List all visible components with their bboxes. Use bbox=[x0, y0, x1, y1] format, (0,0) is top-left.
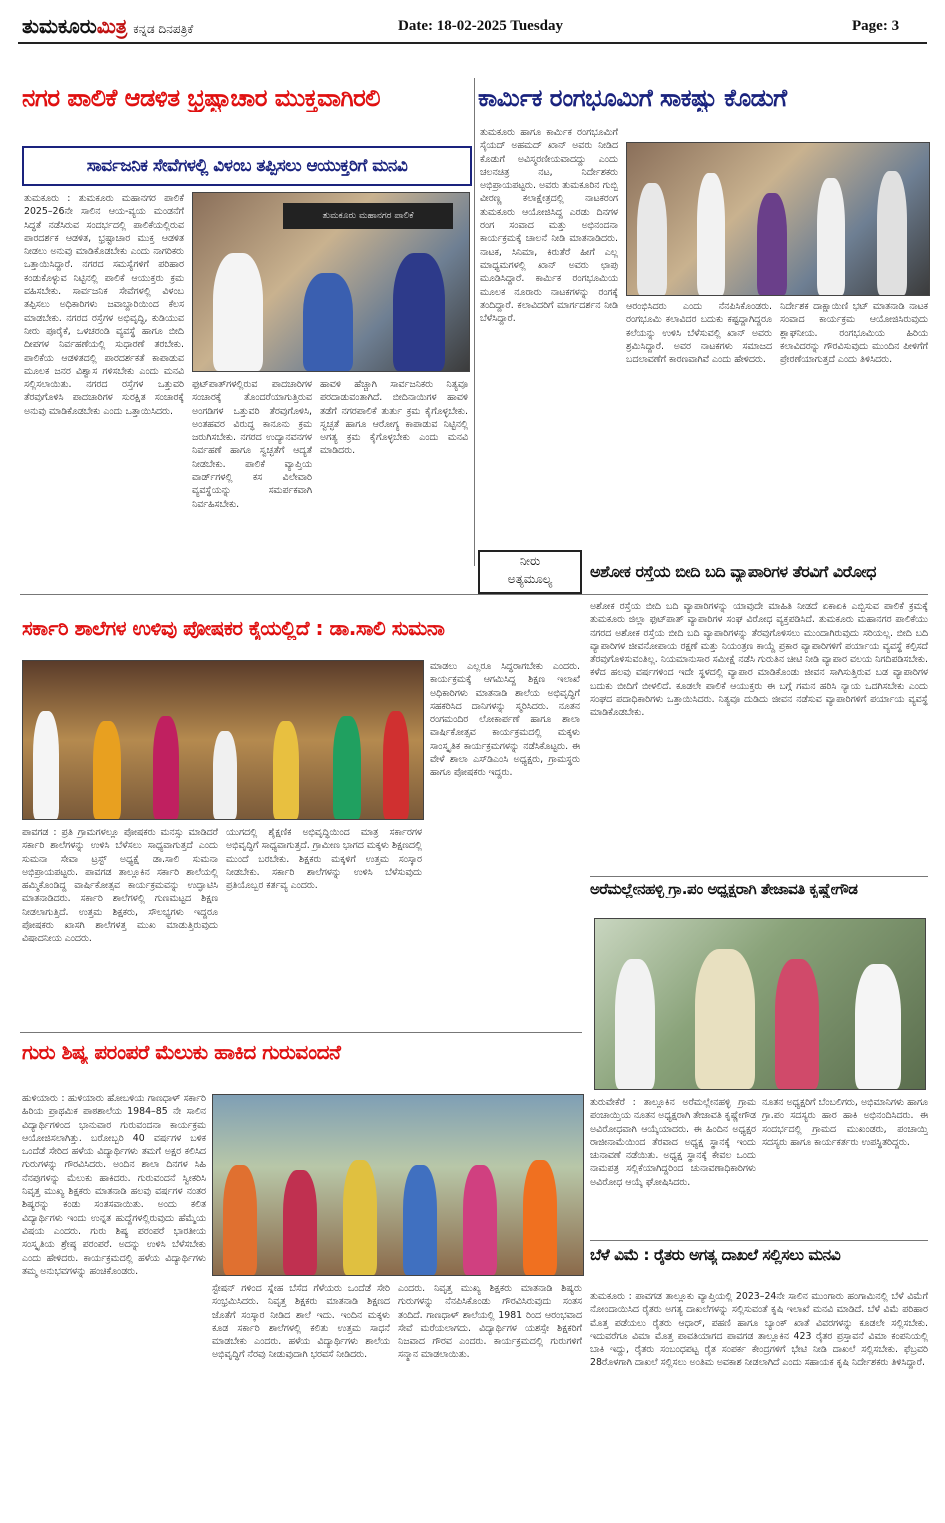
article-municipal-col3: ಹಾವಳಿ ಹೆಚ್ಚಾಗಿ ಸಾರ್ವಜನಿಕರು ನಿತ್ಯವೂ ಪರದಾಡುವಂತಾಗಿದೆ. ಬೀದಿನಾಯಿಗಳ ಹಾವಳಿ ತಡೆಗೆ ನಗರಪಾಲಿಕೆ ತುರ್ತು ಕ್ರಮ ಕೈಗೊಳ್ಳಬೇಕು. ಸ್ವಚ್ಛತೆ ಹಾಗೂ ಆರೋಗ್ಯ ಕಾಪಾಡುವ ನಿಟ್ಟಿನಲ್ಲಿ ಅಗತ್ಯ ಕ್ರಮ ಕೈಗೊಳ್ಳಬೇಕು ಎಂದು ಮನವಿ ಮಾಡಿದರು. bbox=[320, 379, 468, 457]
person-figure bbox=[775, 959, 819, 1089]
headline-labour-theatre: ಕಾರ್ಮಿಕ ರಂಗಭೂಮಿಗೆ ಸಾಕಷ್ಟು ಕೊಡುಗೆ bbox=[478, 84, 787, 112]
headline-govt-schools: ಸರ್ಕಾರಿ ಶಾಲೆಗಳ ಉಳಿವು ಪೋಷಕರ ಕೈಯಲ್ಲಿದೆ : ಡಾ.ಸಾಲಿ ಸುಮನಾ bbox=[22, 616, 445, 640]
person-figure bbox=[877, 171, 907, 295]
article-theatre-col2: ಆರಂಭಿಸಿದರು ಎಂದು ನೆನಪಿಸಿಕೊಂಡರು. ರಂಗಭೂಮಿ ಕಲಾವಿದರ ಬದುಕು ಕಷ್ಟದ್ದಾಗಿದ್ದರೂ ಕಲೆಯನ್ನು ಉಳಿಸಿ ಬೆಳೆಸುವಲ್ಲಿ ಖಾನ್ ಅವರು ಶ್ರಮಿಸಿದ್ದಾರೆ. ಅವರ ನಾಟಕಗಳು ಸಮಾಜದ ಬದಲಾವಣೆಗೆ ಕಾರಣವಾಗಿವೆ ಎಂದು ಹೇಳಿದರು. bbox=[626, 301, 772, 366]
person-figure bbox=[333, 716, 361, 819]
photo-theatre-event bbox=[626, 142, 930, 296]
person-figure bbox=[615, 959, 655, 1089]
page-number: Page: 3 bbox=[852, 18, 900, 34]
person-figure bbox=[273, 721, 299, 819]
section-divider bbox=[20, 594, 928, 595]
water-slogan-line2: ಅತ್ಯಮೂಲ್ಯ bbox=[507, 572, 553, 586]
article-panchayat-col1: ತುರುವೇಕೆರೆ : ತಾಲ್ಲೂಕಿನ ಅರೆಮಲ್ಲೇನಹಳ್ಳಿ ಗ್ರಾಮ ಪಂಚಾಯ್ತಿಯ ನೂತನ ಅಧ್ಯಕ್ಷರಾಗಿ ತೇಜಾವತಿ ಕೃಷ್ಣೇಗೌಡ ಅವಿರೋಧವಾಗಿ ಆಯ್ಕೆಯಾದರು. ಈ ಹಿಂದಿನ ಅಧ್ಯಕ್ಷರ ರಾಜೀನಾಮೆಯಿಂದ ತೆರವಾದ ಅಧ್ಯಕ್ಷ ಸ್ಥಾನಕ್ಕೆ ಇಂದು ಚುನಾವಣೆ ನಡೆಯಿತು. ಅಧ್ಯಕ್ಷ ಸ್ಥಾನಕ್ಕೆ ಕೇವಲ ಒಂದು ನಾಮಪತ್ರ ಸಲ್ಲಿಕೆಯಾಗಿದ್ದರಿಂದ ಚುನಾವಣಾಧಿಕಾರಿಗಳು ಅವಿರೋಧ ಆಯ್ಕೆ ಘೋಷಿಸಿದರು. bbox=[590, 1097, 756, 1188]
article-schools-col2: ಯುಗದಲ್ಲಿ ಶೈಕ್ಷಣಿಕ ಅಭಿವೃದ್ಧಿಯಿಂದ ಮಾತ್ರ ಸರ್ಕಾರಗಳ ಅಭಿವೃದ್ಧಿಗೆ ಸಾಧ್ಯವಾಗುತ್ತದೆ. ಗ್ರಾಮೀಣ ಭಾಗದ ಮಕ್ಕಳು ಶಿಕ್ಷಣದಲ್ಲಿ ಮುಂದೆ ಬರಬೇಕು. ಶಿಕ್ಷಕರು ಮಕ್ಕಳಿಗೆ ಉತ್ತಮ ಸಂಸ್ಕಾರ ನೀಡಬೇಕು. ಸರ್ಕಾರಿ ಶಾಲೆಗಳನ್ನು ಉಳಿಸಿ ಬೆಳೆಸುವುದು ಪ್ರತಿಯೊಬ್ಬರ ಕರ್ತವ್ಯ ಎಂದರು. bbox=[226, 827, 422, 892]
person-figure bbox=[637, 183, 667, 295]
photo-school-event bbox=[22, 660, 424, 820]
headline-public-services: ಸಾರ್ವಜನಿಕ ಸೇವೆಗಳಲ್ಲಿ ವಿಳಂಬ ತಪ್ಪಿಸಲು ಆಯುಕ್ತರಿಗೆ ಮನವಿ bbox=[22, 146, 472, 186]
section-divider bbox=[20, 1032, 582, 1033]
photo-guru-vandane bbox=[212, 1094, 584, 1276]
article-crop-insurance: ತುಮಕೂರು : ಪಾವಗಡ ತಾಲ್ಲೂಕು ವ್ಯಾಪ್ತಿಯಲ್ಲಿ 2023–24ನೇ ಸಾಲಿನ ಮುಂಗಾರು ಹಂಗಾಮಿನಲ್ಲಿ ಬೆಳೆ ವಿಮೆಗೆ ನೋಂದಾಯಿಸಿದ ರೈತರು ಅಗತ್ಯ ದಾಖಲೆಗಳನ್ನು ಸಲ್ಲಿಸುವಂತೆ ಕೃಷಿ ಇಲಾಖೆ ಮನವಿ ಮಾಡಿದೆ. ಬೆಳೆ ವಿಮೆ ಪರಿಹಾರ ಮೊತ್ತ ಪಡೆಯಲು ರೈತರು ಆಧಾರ್, ಪಹಣಿ ಹಾಗೂ ಬ್ಯಾಂಕ್ ಖಾತೆ ವಿವರಗಳನ್ನು ಕೂಡಲೇ ಸಲ್ಲಿಸಬೇಕು. ಇದುವರೆಗೂ ವಿಮಾ ಮೊತ್ತ ಪಾವತಿಯಾಗದ ಪಾವಗಡ ತಾಲ್ಲೂಕಿನ 423 ರೈತರ ಪ್ರಸ್ತಾವನೆ ವಿಮಾ ಕಂಪನಿಯಲ್ಲಿ ಬಾಕಿ ಇದ್ದು, ರೈತರು ಸಂಬಂಧಪಟ್ಟ ರೈತ ಸಂಪರ್ಕ ಕೇಂದ್ರಗಳಿಗೆ ಭೇಟಿ ನೀಡಿ ದಾಖಲೆ ಸಲ್ಲಿಸಬೇಕು. ಫೆಬ್ರವರಿ 28ರೊಳಗಾಗಿ ದಾಖಲೆ ಸಲ್ಲಿಸಲು ಅಂತಿಮ ಅವಕಾಶ ನೀಡಲಾಗಿದೆ ಎಂದು ಸಹಾಯಕ ಕೃಷಿ ನಿರ್ದೇಶಕರು ತಿಳಿಸಿದ್ದಾರೆ. bbox=[590, 1291, 928, 1369]
person-figure bbox=[343, 1160, 377, 1275]
brand-left: ತುಮಕೂರು bbox=[22, 14, 97, 38]
article-vendors: ಅಶೋಕ ರಸ್ತೆಯ ಬೀದಿ ಬದಿ ವ್ಯಾಪಾರಿಗಳನ್ನು ಯಾವುದೇ ಮಾಹಿತಿ ನೀಡದೆ ಏಕಾಏಕಿ ಎಬ್ಬಿಸುವ ಪಾಲಿಕೆ ಕ್ರಮಕ್ಕೆ ತುಮಕೂರು ಜಿಲ್ಲಾ ಫುಟ್‌ಪಾತ್ ವ್ಯಾಪಾರಿಗಳ ಸಂಘ ವಿರೋಧ ವ್ಯಕ್ತಪಡಿಸಿದೆ. ತುಮಕೂರು ಮಹಾನಗರ ಪಾಲಿಕೆಯು ನಗರದ ಅಶೋಕ ರಸ್ತೆಯ ಬೀದಿ ಬದಿ ವ್ಯಾಪಾರಿಗಳನ್ನು ತೆರವುಗೊಳಿಸಲು ಮುಂದಾಗಿರುವುದು ಸರಿಯಲ್ಲ. ಬೀದಿ ಬದಿ ವ್ಯಾಪಾರಿಗಳ ಜೀವನೋಪಾಯ ರಕ್ಷಣೆ ಮತ್ತು ನಿಯಂತ್ರಣ ಕಾಯ್ದೆ ಪ್ರಕಾರ ವ್ಯಾಪಾರಿಗಳಿಗೆ ಪರ್ಯಾಯ ವ್ಯವಸ್ಥೆ ಕಲ್ಪಿಸದೆ ತೆರವುಗೊಳಿಸುವಂತಿಲ್ಲ. ನಿಯಮಾನುಸಾರ ಸಮೀಕ್ಷೆ ನಡೆಸಿ ಗುರುತಿನ ಚೀಟಿ ನೀಡಿ ವ್ಯಾಪಾರ ವಲಯ ನಿಗದಿಪಡಿಸಬೇಕು. ಕಳೆದ ಹಲವು ವರ್ಷಗಳಿಂದ ಇದೇ ಸ್ಥಳದಲ್ಲಿ ವ್ಯಾಪಾರ ಮಾಡಿಕೊಂಡು ಜೀವನ ಸಾಗಿಸುತ್ತಿರುವ ಬಡ ವ್ಯಾಪಾರಿಗಳ ಬದುಕು ಬೀದಿಗೆ ಬೀಳಲಿದೆ. ಕೂಡಲೇ ಪಾಲಿಕೆ ಆಯುಕ್ತರು ಈ ಬಗ್ಗೆ ಗಮನ ಹರಿಸಿ ನ್ಯಾಯ ಒದಗಿಸಬೇಕು ಎಂದು ಸಂಘದ ಪದಾಧಿಕಾರಿಗಳು ಒತ್ತಾಯಿಸಿದರು. ನಿತ್ಯವೂ ದುಡಿದು ಜೀವನ ನಡೆಸುವ ವ್ಯಾಪಾರಿಗಳಿಗೆ ಪರ್ಯಾಯ ವ್ಯವಸ್ಥೆ ಮಾಡಿಕೊಡಬೇಕು. bbox=[590, 601, 928, 719]
person-figure bbox=[283, 1170, 317, 1275]
brand-right: ಮಿತ್ರ bbox=[96, 14, 128, 38]
headline-guru-vandane: ಗುರು ಶಿಷ್ಯ ಪರಂಪರೆ ಮೆಲುಕು ಹಾಕಿದ ಗುರುವಂದನೆ bbox=[22, 1040, 341, 1064]
person-figure bbox=[463, 1165, 497, 1275]
person-figure bbox=[213, 731, 237, 819]
article-schools-col3: ಮಾಡಲು ಎಲ್ಲರೂ ಸಿದ್ಧರಾಗಬೇಕು ಎಂದರು. ಕಾರ್ಯಕ್ರಮಕ್ಕೆ ಆಗಮಿಸಿದ್ದ ಶಿಕ್ಷಣ ಇಲಾಖೆ ಅಧಿಕಾರಿಗಳು ಮಾತನಾಡಿ ಶಾಲೆಯ ಅಭಿವೃದ್ಧಿಗೆ ಸಹಕರಿಸಿದ ದಾನಿಗಳನ್ನು ಸ್ಮರಿಸಿದರು. ನೂತನ ರಂಗಮಂದಿರ ಲೋಕಾರ್ಪಣೆ ಹಾಗೂ ಶಾಲಾ ವಾರ್ಷಿಕೋತ್ಸವ ಕಾರ್ಯಕ್ರಮದಲ್ಲಿ ಮಕ್ಕಳು ಸಾಂಸ್ಕೃತಿಕ ಕಾರ್ಯಕ್ರಮಗಳನ್ನು ನಡೆಸಿಕೊಟ್ಟರು. ಈ ವೇಳೆ ಶಾಲಾ ಎಸ್‌ಡಿಎಂಸಿ ಅಧ್ಯಕ್ಷರು, ಗ್ರಾಮಸ್ಥರು ಹಾಗೂ ಪೋಷಕರು ಇದ್ದರು. bbox=[430, 661, 580, 779]
column-divider bbox=[474, 78, 475, 566]
article-guru-col1: ಹುಳಿಯಾರು : ಹುಳಿಯಾರು ಹೋಬಳಿಯ ಗಾಣಧಾಳ್ ಸರ್ಕಾರಿ ಹಿರಿಯ ಪ್ರಾಥಮಿಕ ಪಾಠಶಾಲೆಯ 1984–85 ನೇ ಸಾಲಿನ ವಿದ್ಯಾರ್ಥಿಗಳಿಂದ ಭಾನುವಾರ ಗುರುವಂದನಾ ಕಾರ್ಯಕ್ರಮ ಆಯೋಜಿಸಲಾಗಿತ್ತು. ಬರೋಬ್ಬರಿ 40 ವರ್ಷಗಳ ಬಳಿಕ ಒಂದೆಡೆ ಸೇರಿದ ಹಳೆಯ ವಿದ್ಯಾರ್ಥಿಗಳು ತಮಗೆ ಅಕ್ಷರ ಕಲಿಸಿದ ಗುರುಗಳನ್ನು ಗೌರವಿಸಿದರು. ಅಂದಿನ ಶಾಲಾ ದಿನಗಳ ಸಿಹಿ ನೆನಪುಗಳನ್ನು ಮೆಲುಕು ಹಾಕಿದರು. ಗುರುವಂದನೆ ಸ್ವೀಕರಿಸಿ ನಿವೃತ್ತ ಮುಖ್ಯ ಶಿಕ್ಷಕರು ಮಾತನಾಡಿ ಹಲವು ವರ್ಷಗಳ ನಂತರ ಶಿಷ್ಯರನ್ನು ಕಂಡು ಸಂತಸವಾಯಿತು. ಅಂದು ಕಲಿತ ವಿದ್ಯಾರ್ಥಿಗಳು ಇಂದು ಉನ್ನತ ಹುದ್ದೆಗಳಲ್ಲಿರುವುದು ಹೆಮ್ಮೆಯ ವಿಷಯ ಎಂದರು. ಗುರು ಶಿಷ್ಯ ಪರಂಪರೆ ಭಾರತೀಯ ಸಂಸ್ಕೃತಿಯ ಶ್ರೇಷ್ಠ ಪರಂಪರೆ. ಅದನ್ನು ಉಳಿಸಿ ಬೆಳೆಸಬೇಕು ಎಂದು ಹೇಳಿದರು. ಕಾರ್ಯಕ್ರಮದಲ್ಲಿ ಹಳೆಯ ವಿದ್ಯಾರ್ಥಿಗಳು ತಮ್ಮ ಅನುಭವಗಳನ್ನು ಹಂಚಿಕೊಂಡರು. bbox=[22, 1093, 206, 1277]
article-municipal-col2: ಫುಟ್‌ಪಾತ್‌ಗಳಲ್ಲಿರುವ ಪಾದಚಾರಿಗಳ ಸಂಚಾರಕ್ಕೆ ತೊಂದರೆಯಾಗುತ್ತಿರುವ ಅಂಗಡಿಗಳ ಒತ್ತುವರಿ ತೆರವುಗೊಳಿಸಿ, ಅಂತಹವರ ವಿರುದ್ಧ ಕಾನೂನು ಕ್ರಮ ಜರುಗಿಸಬೇಕು. ನಗರದ ಉದ್ಯಾನವನಗಳ ನಿರ್ವಹಣೆ ಹಾಗೂ ಸ್ವಚ್ಛತೆಗೆ ಆದ್ಯತೆ ನೀಡಬೇಕು. ಪಾಲಿಕೆ ವ್ಯಾಪ್ತಿಯ ವಾರ್ಡ್‌ಗಳಲ್ಲಿ ಕಸ ವಿಲೇವಾರಿ ವ್ಯವಸ್ಥೆಯನ್ನು ಸಮರ್ಪಕವಾಗಿ ನಿರ್ವಹಿಸಬೇಕು. bbox=[192, 379, 312, 510]
person-figure bbox=[757, 193, 787, 295]
headline-street-vendors: ಅಶೋಕ ರಸ್ತೆಯ ಬೀದಿ ಬದಿ ವ್ಯಾಪಾರಿಗಳ ತೆರವಿಗೆ ವಿರೋಧ bbox=[590, 562, 876, 581]
photo-panchayat-felicitation bbox=[594, 918, 926, 1090]
person-figure bbox=[33, 711, 59, 819]
person-figure bbox=[213, 253, 263, 371]
headline-crop-insurance: ಬೆಳೆ ವಿಮೆ : ರೈತರು ಅಗತ್ಯ ದಾಖಲೆ ಸಲ್ಲಿಸಲು ಮನವಿ bbox=[590, 1246, 841, 1264]
article-municipal-col1: ತುಮಕೂರು : ತುಮಕೂರು ಮಹಾನಗರ ಪಾಲಿಕೆ 2025–26ನೇ ಸಾಲಿನ ಆಯ-ವ್ಯಯ ಮಂಡನೆಗೆ ಸಿದ್ಧತೆ ನಡೆಸಿರುವ ಸಂದರ್ಭದಲ್ಲಿ ಪಾಲಿಕೆಯಲ್ಲಿರುವ ಪಾರದರ್ಶಕ ಆಡಳಿತ, ಭ್ರಷ್ಟಾಚಾರ ಮುಕ್ತ ಆಡಳಿತ ನೀಡಲು ಅನುವು ಮಾಡಿಕೊಡಬೇಕು ಎಂದು ನಾಗರಿಕರು ಒತ್ತಾಯಿಸಿದ್ದಾರೆ. ನಗರದ ಸಮಸ್ಯೆಗಳಿಗೆ ಪರಿಹಾರ ಕಂಡುಕೊಳ್ಳುವ ನಿಟ್ಟಿನಲ್ಲಿ ಪಾಲಿಕೆ ಆಯುಕ್ತರು ಕ್ರಮ ವಹಿಸಬೇಕು. ಸಾರ್ವಜನಿಕ ಸೇವೆಗಳಲ್ಲಿ ವಿಳಂಬ ತಪ್ಪಿಸಲು ಅಧಿಕಾರಿಗಳು ಜವಾಬ್ದಾರಿಯಿಂದ ಕೆಲಸ ಮಾಡಬೇಕು. ನಗರದ ರಸ್ತೆಗಳ ಅಭಿವೃದ್ಧಿ, ಕುಡಿಯುವ ನೀರು ಪೂರೈಕೆ, ಒಳಚರಂಡಿ ವ್ಯವಸ್ಥೆ ಹಾಗೂ ಬೀದಿ ದೀಪಗಳ ನಿರ್ವಹಣೆಯಲ್ಲಿ ಸುಧಾರಣೆ ತರಬೇಕು. ಪಾಲಿಕೆಯ ಆಡಳಿತದಲ್ಲಿ ಪಾರದರ್ಶಕತೆ ಕಾಪಾಡುವ ಮೂಲಕ ಜನರ ವಿಶ್ವಾಸ ಗಳಿಸಬೇಕು ಎಂದು ಮನವಿ ಸಲ್ಲಿಸಲಾಯಿತು. ನಗರದ ರಸ್ತೆಗಳ ಒತ್ತುವರಿ ತೆರವುಗೊಳಿಸಿ ಪಾದಚಾರಿಗಳ ಸುರಕ್ಷಿತ ಸಂಚಾರಕ್ಕೆ ಅನುವು ಮಾಡಿಕೊಡಬೇಕು ಎಂದು ಒತ್ತಾಯಿಸಿದರು. bbox=[24, 193, 184, 417]
article-panchayat-col2: ನೂತನ ಅಧ್ಯಕ್ಷರಿಗೆ ಬೆಂಬಲಿಗರು, ಅಭಿಮಾನಿಗಳು ಹಾಗೂ ಗ್ರಾ.ಪಂ ಸದಸ್ಯರು ಹಾರ ಹಾಕಿ ಅಭಿನಂದಿಸಿದರು. ಈ ಸಂದರ್ಭದಲ್ಲಿ ಗ್ರಾಮದ ಮುಖಂಡರು, ಪಂಚಾಯ್ತಿ ಸದಸ್ಯರು ಹಾಗೂ ಕಾರ್ಯಕರ್ತರು ಉಪಸ್ಥಿತರಿದ್ದರು. bbox=[762, 1097, 928, 1148]
section-divider bbox=[590, 876, 928, 877]
person-figure bbox=[93, 721, 121, 819]
headline-panchayat-president: ಅರೆಮಲ್ಲೇನಹಳ್ಳಿ ಗ್ರಾ.ಪಂ ಅಧ್ಯಕ್ಷರಾಗಿ ತೇಜಾವತಿ ಕೃಷ್ಣೇಗೌಡ bbox=[590, 880, 858, 898]
person-figure bbox=[153, 716, 179, 819]
masthead-rule bbox=[18, 42, 927, 44]
person-figure bbox=[303, 273, 353, 371]
garland-figure bbox=[695, 949, 755, 1089]
person-figure bbox=[697, 173, 725, 295]
water-slogan-box bbox=[478, 550, 582, 594]
person-figure bbox=[817, 178, 845, 295]
office-sign: ತುಮಕೂರು ಮಹಾನಗರ ಪಾಲಿಕೆ bbox=[283, 203, 453, 229]
masthead-brand bbox=[22, 14, 193, 38]
person-figure bbox=[523, 1160, 557, 1275]
person-figure bbox=[393, 253, 445, 371]
brand-subtitle: ಕನ್ನಡ ದಿನಪತ್ರಿಕೆ bbox=[133, 22, 194, 36]
article-schools-col1: ಪಾವಗಡ : ಪ್ರತಿ ಗ್ರಾಮಗಳಲ್ಲೂ ಪೋಷಕರು ಮನಸ್ಸು ಮಾಡಿದರೆ ಸರ್ಕಾರಿ ಶಾಲೆಗಳನ್ನು ಉಳಿಸಿ ಬೆಳೆಸಲು ಸಾಧ್ಯವಾಗುತ್ತದೆ ಎಂದು ಸುಮನಾ ಸೇವಾ ಟ್ರಸ್ಟ್ ಅಧ್ಯಕ್ಷೆ ಡಾ.ಸಾಲಿ ಸುಮನಾ ಅಭಿಪ್ರಾಯಪಟ್ಟರು. ಪಾವಗಡ ತಾಲ್ಲೂಕಿನ ಸರ್ಕಾರಿ ಶಾಲೆಯಲ್ಲಿ ಹಮ್ಮಿಕೊಂಡಿದ್ದ ವಾರ್ಷಿಕೋತ್ಸವ ಕಾರ್ಯಕ್ರಮವನ್ನು ಉದ್ಘಾಟಿಸಿ ಮಾತನಾಡಿದರು. ಸರ್ಕಾರಿ ಶಾಲೆಗಳಲ್ಲಿ ಗುಣಮಟ್ಟದ ಶಿಕ್ಷಣ ನೀಡಲಾಗುತ್ತಿದೆ. ಉತ್ತಮ ಶಿಕ್ಷಕರು, ಸೌಲಭ್ಯಗಳು ಇದ್ದರೂ ಪೋಷಕರು ಖಾಸಗಿ ಶಾಲೆಗಳತ್ತ ಮುಖ ಮಾಡುತ್ತಿರುವುದು ವಿಷಾದನೀಯ ಎಂದರು. bbox=[22, 827, 218, 945]
issue-date: Date: 18-02-2025 Tuesday bbox=[398, 18, 564, 34]
section-divider bbox=[590, 1240, 928, 1241]
article-theatre-col1: ತುಮಕೂರು ಹಾಗೂ ಕಾರ್ಮಿಕ ರಂಗಭೂಮಿಗೆ ಸೈಯದ್ ಅಹಮದ್ ಖಾನ್ ಅವರು ನೀಡಿದ ಕೊಡುಗೆ ಅವಿಸ್ಮರಣೀಯವಾದದ್ದು ಎಂದು ಚಲನಚಿತ್ರ ನಟ, ನಿರ್ದೇಶಕರು ಅಭಿಪ್ರಾಯಪಟ್ಟರು. ಅವರು ತುಮಕೂರಿನ ಗುಬ್ಬಿ ವೀರಣ್ಣ ಕಲಾಕ್ಷೇತ್ರದಲ್ಲಿ ನಾಟಕರಂಗ ತುಮಕೂರು ಆಯೋಜಿಸಿದ್ದ ಎರಡು ದಿನಗಳ ರಂಗ ಸಂವಾದ ಮತ್ತು ಅಭಿನಂದನಾ ಕಾರ್ಯಕ್ರಮಕ್ಕೆ ಚಾಲನೆ ನೀಡಿ ಮಾತನಾಡಿದರು. ನಾಟಕ, ಸಿನಿಮಾ, ಕಿರುತೆರೆ ಹೀಗೆ ಎಲ್ಲ ಮಾಧ್ಯಮಗಳಲ್ಲಿ ಖಾನ್ ಅವರು ಛಾಪು ಮೂಡಿಸಿದ್ದಾರೆ. ಕಾರ್ಮಿಕ ರಂಗಭೂಮಿಯ ಮೂಲಕ ನೂರಾರು ನಾಟಕಗಳನ್ನು ರಂಗಕ್ಕೆ ತಂದಿದ್ದಾರೆ. ಕಲಾವಿದರಿಗೆ ಮಾರ್ಗದರ್ಶನ ನೀಡಿ ಬೆಳೆಸಿದ್ದಾರೆ. bbox=[480, 127, 618, 325]
person-figure bbox=[855, 964, 901, 1089]
person-figure bbox=[403, 1165, 437, 1275]
article-guru-col3: ಎಂದರು. ನಿವೃತ್ತ ಮುಖ್ಯ ಶಿಕ್ಷಕರು ಮಾತನಾಡಿ ಶಿಷ್ಯರು ಗುರುಗಳನ್ನು ನೆನಪಿಸಿಕೊಂಡು ಗೌರವಿಸಿರುವುದು ಸಂತಸ ತಂದಿದೆ. ಗಾಣಧಾಳ್ ಶಾಲೆಯಲ್ಲಿ 1981 ರಿಂದ ಆರಂಭವಾದ ಸೇವೆ ಮರೆಯಲಾಗದು. ವಿದ್ಯಾರ್ಥಿಗಳ ಯಶಸ್ಸೇ ಶಿಕ್ಷಕರಿಗೆ ನಿಜವಾದ ಗೌರವ ಎಂದರು. ಕಾರ್ಯಕ್ರಮದಲ್ಲಿ ಗುರುಗಳಿಗೆ ಸನ್ಮಾನ ಮಾಡಲಾಯಿತು. bbox=[398, 1283, 582, 1361]
person-figure bbox=[223, 1165, 257, 1275]
water-slogan-line1: ನೀರು bbox=[519, 554, 541, 568]
headline-municipal-corruption: ನಗರ ಪಾಲಿಕೆ ಆಡಳಿತ ಭ್ರಷ್ಟಾಚಾರ ಮುಕ್ತವಾಗಿರಲಿ bbox=[22, 84, 381, 112]
photo-commissioner-office bbox=[192, 192, 470, 372]
article-theatre-col3: ನಿರ್ದೇಶಕ ದಾಕ್ಷಾಯಿಣಿ ಭಟ್ ಮಾತನಾಡಿ ನಾಟಕ ಸಂವಾದ ಕಾರ್ಯಕ್ರಮ ಆಯೋಜಿಸಿರುವುದು ಶ್ಲಾಘನೀಯ. ರಂಗಭೂಮಿಯ ಹಿರಿಯ ಕಲಾವಿದರನ್ನು ಗೌರವಿಸುವುದು ಮುಂದಿನ ಪೀಳಿಗೆಗೆ ಪ್ರೇರಣೆಯಾಗುತ್ತದೆ ಎಂದು ತಿಳಿಸಿದರು. bbox=[780, 301, 928, 366]
article-guru-col2: ಸ್ಟೇಷನ್ ಗಳಿಂದ ಸ್ನೇಹ ಬೆಸೆದ ಗೆಳೆಯರು ಒಂದೆಡೆ ಸೇರಿ ಸಂಭ್ರಮಿಸಿದರು. ನಿವೃತ್ತ ಶಿಕ್ಷಕರು ಮಾತನಾಡಿ ಶಿಕ್ಷಣದ ಜೊತೆಗೆ ಸಂಸ್ಕಾರ ನೀಡಿದ ಶಾಲೆ ಇದು. ಇಂದಿನ ಮಕ್ಕಳು ಕೂಡ ಸರ್ಕಾರಿ ಶಾಲೆಗಳಲ್ಲಿ ಕಲಿತು ಉತ್ತಮ ಸಾಧನೆ ಮಾಡಬೇಕು ಎಂದರು. ಹಳೆಯ ವಿದ್ಯಾರ್ಥಿಗಳು ಶಾಲೆಯ ಅಭಿವೃದ್ಧಿಗೆ ನೆರವು ನೀಡುವುದಾಗಿ ಭರವಸೆ ನೀಡಿದರು. bbox=[212, 1283, 390, 1361]
person-figure bbox=[383, 711, 409, 819]
